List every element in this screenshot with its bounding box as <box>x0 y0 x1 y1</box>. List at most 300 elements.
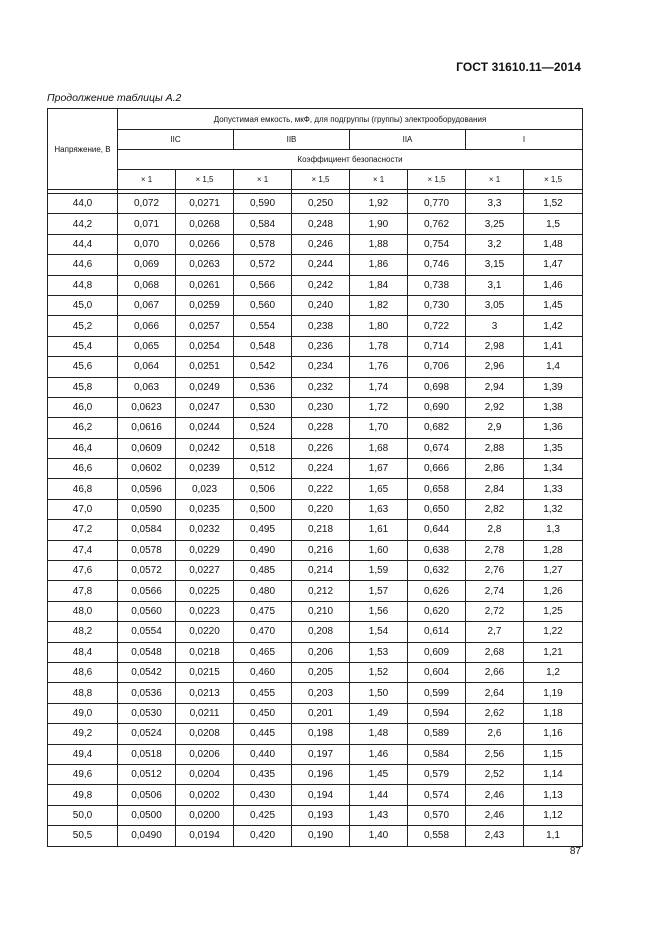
capacity-cell: 0,208 <box>292 622 350 642</box>
table-row <box>48 295 583 315</box>
capacity-cell: 0,714 <box>408 336 466 356</box>
capacity-cell: 0,226 <box>292 438 350 458</box>
capacity-cell: 0,218 <box>292 520 350 540</box>
capacity-cell: 0,0506 <box>118 785 176 805</box>
capacity-cell: 0,650 <box>408 499 466 519</box>
capacity-cell: 1,34 <box>524 459 583 479</box>
capacity-cell: 0,584 <box>234 214 292 234</box>
voltage-cell: 47,2 <box>48 520 118 540</box>
capacity-cell: 0,0530 <box>118 703 176 723</box>
capacity-cell: 0,194 <box>292 785 350 805</box>
table-row <box>48 683 583 703</box>
capacity-cell: 0,066 <box>118 316 176 336</box>
capacity-cell: 2,92 <box>466 397 524 417</box>
capacity-cell: 0,470 <box>234 622 292 642</box>
capacity-cell: 0,518 <box>234 438 292 458</box>
capacity-cell: 1,44 <box>350 785 408 805</box>
voltage-cell: 48,2 <box>48 622 118 642</box>
capacity-cell: 0,0200 <box>176 805 234 825</box>
capacity-cell: 1,46 <box>350 744 408 764</box>
capacity-cell: 0,506 <box>234 479 292 499</box>
capacity-cell: 1,21 <box>524 642 583 662</box>
capacity-cell: 1,90 <box>350 214 408 234</box>
capacity-cell: 0,730 <box>408 295 466 315</box>
capacity-cell: 0,023 <box>176 479 234 499</box>
capacity-cell: 0,228 <box>292 418 350 438</box>
capacity-cell: 0,590 <box>234 194 292 214</box>
capacity-cell: 0,0249 <box>176 377 234 397</box>
capacity-cell: 0,230 <box>292 397 350 417</box>
table-row <box>48 520 583 540</box>
capacity-cell: 0,674 <box>408 438 466 458</box>
capacity-cell: 0,570 <box>408 805 466 825</box>
capacity-cell: 0,682 <box>408 418 466 438</box>
table-row <box>48 499 583 519</box>
capacity-cell: 0,490 <box>234 540 292 560</box>
capacity-cell: 0,770 <box>408 194 466 214</box>
group-header-iib: IIB <box>234 130 350 150</box>
table-row <box>48 234 583 254</box>
capacity-cell: 1,88 <box>350 234 408 254</box>
factor-header: × 1,5 <box>176 170 234 190</box>
table-row <box>48 601 583 621</box>
capacity-cell: 1,80 <box>350 316 408 336</box>
capacity-cell: 0,0584 <box>118 520 176 540</box>
capacity-cell: 0,0572 <box>118 561 176 581</box>
table-row <box>48 561 583 581</box>
capacity-cell: 1,47 <box>524 255 583 275</box>
capacity-cell: 1,57 <box>350 581 408 601</box>
capacity-cell: 0,658 <box>408 479 466 499</box>
capacity-cell: 0,063 <box>118 377 176 397</box>
capacity-cell: 2,66 <box>466 662 524 682</box>
voltage-cell: 47,6 <box>48 561 118 581</box>
table-row <box>48 662 583 682</box>
capacity-cell: 1,27 <box>524 561 583 581</box>
capacity-cell: 1,92 <box>350 194 408 214</box>
capacity-cell: 0,574 <box>408 785 466 805</box>
capacity-cell: 1,78 <box>350 336 408 356</box>
capacity-cell: 0,0229 <box>176 540 234 560</box>
capacity-cell: 1,61 <box>350 520 408 540</box>
capacity-cell: 1,84 <box>350 275 408 295</box>
capacity-cell: 1,40 <box>350 826 408 846</box>
voltage-cell: 46,8 <box>48 479 118 499</box>
group-header-iic: IIC <box>118 130 234 150</box>
capacity-cell: 1,53 <box>350 642 408 662</box>
group-header-i: I <box>466 130 583 150</box>
capacity-cell: 0,250 <box>292 194 350 214</box>
capacity-header: Допустимая емкость, мкФ, для подгруппы (группы) электрооборудования <box>118 109 583 130</box>
capacity-cell: 0,626 <box>408 581 466 601</box>
capacity-cell: 0,706 <box>408 357 466 377</box>
capacity-cell: 1,13 <box>524 785 583 805</box>
table-row <box>48 622 583 642</box>
capacity-cell: 0,0227 <box>176 561 234 581</box>
capacity-cell: 0,0596 <box>118 479 176 499</box>
capacity-cell: 2,94 <box>466 377 524 397</box>
capacity-cell: 0,480 <box>234 581 292 601</box>
document-code: ГОСТ 31610.11—2014 <box>456 60 581 74</box>
capacity-cell: 1,76 <box>350 357 408 377</box>
capacity-cell: 0,0218 <box>176 642 234 662</box>
capacity-cell: 0,064 <box>118 357 176 377</box>
capacity-cell: 2,6 <box>466 724 524 744</box>
voltage-cell: 49,6 <box>48 764 118 784</box>
table-row <box>48 581 583 601</box>
factor-header: × 1,5 <box>408 170 466 190</box>
capacity-cell: 3 <box>466 316 524 336</box>
capacity-cell: 0,071 <box>118 214 176 234</box>
capacity-cell: 0,644 <box>408 520 466 540</box>
capacity-cell: 0,0554 <box>118 622 176 642</box>
capacity-cell: 0,0578 <box>118 540 176 560</box>
capacity-cell: 0,065 <box>118 336 176 356</box>
capacity-cell: 1,2 <box>524 662 583 682</box>
capacity-cell: 1,28 <box>524 540 583 560</box>
capacity-cell: 0,430 <box>234 785 292 805</box>
voltage-cell: 49,4 <box>48 744 118 764</box>
capacity-cell: 0,0211 <box>176 703 234 723</box>
capacity-cell: 1,67 <box>350 459 408 479</box>
capacity-cell: 1,39 <box>524 377 583 397</box>
capacity-cell: 0,0223 <box>176 601 234 621</box>
table-row <box>48 642 583 662</box>
capacity-cell: 0,440 <box>234 744 292 764</box>
table-row <box>48 826 583 846</box>
capacitance-table <box>47 108 583 847</box>
capacity-cell: 0,632 <box>408 561 466 581</box>
capacity-cell: 1,82 <box>350 295 408 315</box>
capacity-cell: 0,0261 <box>176 275 234 295</box>
capacity-cell: 2,9 <box>466 418 524 438</box>
capacity-cell: 2,86 <box>466 459 524 479</box>
capacity-cell: 1,4 <box>524 357 583 377</box>
capacity-cell: 0,0266 <box>176 234 234 254</box>
capacity-cell: 1,32 <box>524 499 583 519</box>
capacity-cell: 1,22 <box>524 622 583 642</box>
capacity-cell: 0,196 <box>292 764 350 784</box>
capacity-cell: 0,067 <box>118 295 176 315</box>
table-row <box>48 214 583 234</box>
capacity-cell: 1,52 <box>350 662 408 682</box>
capacity-cell: 1,33 <box>524 479 583 499</box>
capacity-cell: 1,48 <box>350 724 408 744</box>
capacity-cell: 0,746 <box>408 255 466 275</box>
table-row <box>48 377 583 397</box>
factor-header: × 1,5 <box>524 170 583 190</box>
capacity-cell: 0,445 <box>234 724 292 744</box>
capacity-cell: 0,638 <box>408 540 466 560</box>
capacity-cell: 0,0247 <box>176 397 234 417</box>
capacity-cell: 1,25 <box>524 601 583 621</box>
capacity-cell: 0,0251 <box>176 357 234 377</box>
capacity-cell: 1,48 <box>524 234 583 254</box>
capacity-cell: 0,542 <box>234 357 292 377</box>
voltage-cell: 45,2 <box>48 316 118 336</box>
capacity-cell: 3,05 <box>466 295 524 315</box>
capacity-cell: 1,74 <box>350 377 408 397</box>
capacity-cell: 0,240 <box>292 295 350 315</box>
table-row <box>48 805 583 825</box>
capacity-cell: 0,698 <box>408 377 466 397</box>
capacity-cell: 0,614 <box>408 622 466 642</box>
capacity-cell: 0,0194 <box>176 826 234 846</box>
capacity-cell: 0,0490 <box>118 826 176 846</box>
capacity-cell: 0,068 <box>118 275 176 295</box>
capacity-cell: 0,0623 <box>118 397 176 417</box>
capacity-cell: 0,210 <box>292 601 350 621</box>
capacity-cell: 1,59 <box>350 561 408 581</box>
capacity-cell: 0,572 <box>234 255 292 275</box>
voltage-header: Напряжение, В <box>48 109 118 190</box>
table-row <box>48 459 583 479</box>
factor-header: × 1 <box>466 170 524 190</box>
capacity-cell: 0,216 <box>292 540 350 560</box>
capacity-cell: 0,206 <box>292 642 350 662</box>
capacity-cell: 0,244 <box>292 255 350 275</box>
voltage-cell: 45,6 <box>48 357 118 377</box>
capacity-cell: 0,072 <box>118 194 176 214</box>
table-row <box>48 744 583 764</box>
capacity-cell: 0,0616 <box>118 418 176 438</box>
capacity-cell: 2,43 <box>466 826 524 846</box>
capacity-cell: 0,455 <box>234 683 292 703</box>
table-row <box>48 540 583 560</box>
factor-header: × 1 <box>234 170 292 190</box>
voltage-cell: 48,4 <box>48 642 118 662</box>
capacity-cell: 0,070 <box>118 234 176 254</box>
capacity-cell: 3,3 <box>466 194 524 214</box>
capacity-cell: 1,36 <box>524 418 583 438</box>
capacity-cell: 0,214 <box>292 561 350 581</box>
capacity-cell: 1,68 <box>350 438 408 458</box>
capacity-cell: 2,64 <box>466 683 524 703</box>
capacity-cell: 0,0208 <box>176 724 234 744</box>
voltage-cell: 46,6 <box>48 459 118 479</box>
capacity-cell: 0,232 <box>292 377 350 397</box>
capacity-cell: 0,246 <box>292 234 350 254</box>
capacity-cell: 2,84 <box>466 479 524 499</box>
capacity-cell: 2,7 <box>466 622 524 642</box>
capacity-cell: 0,620 <box>408 601 466 621</box>
capacity-cell: 0,0232 <box>176 520 234 540</box>
capacity-cell: 2,96 <box>466 357 524 377</box>
capacity-cell: 0,554 <box>234 316 292 336</box>
capacity-cell: 0,485 <box>234 561 292 581</box>
capacity-cell: 0,0500 <box>118 805 176 825</box>
capacity-cell: 0,0244 <box>176 418 234 438</box>
capacity-cell: 0,420 <box>234 826 292 846</box>
capacity-cell: 0,0548 <box>118 642 176 662</box>
capacity-cell: 0,0263 <box>176 255 234 275</box>
capacity-cell: 0,0225 <box>176 581 234 601</box>
capacity-cell: 0,0524 <box>118 724 176 744</box>
table-row <box>48 418 583 438</box>
capacity-cell: 0,197 <box>292 744 350 764</box>
table-row <box>48 479 583 499</box>
capacity-cell: 2,74 <box>466 581 524 601</box>
voltage-cell: 50,5 <box>48 826 118 846</box>
capacity-cell: 0,220 <box>292 499 350 519</box>
capacity-cell: 0,238 <box>292 316 350 336</box>
capacity-cell: 0,566 <box>234 275 292 295</box>
capacity-cell: 0,0242 <box>176 438 234 458</box>
capacity-cell: 0,738 <box>408 275 466 295</box>
capacity-cell: 0,560 <box>234 295 292 315</box>
capacity-cell: 0,666 <box>408 459 466 479</box>
capacity-cell: 0,234 <box>292 357 350 377</box>
capacity-cell: 0,530 <box>234 397 292 417</box>
capacity-cell: 1,26 <box>524 581 583 601</box>
voltage-cell: 49,0 <box>48 703 118 723</box>
capacity-cell: 0,604 <box>408 662 466 682</box>
capacity-cell: 3,25 <box>466 214 524 234</box>
capacity-cell: 2,8 <box>466 520 524 540</box>
capacity-cell: 1,45 <box>350 764 408 784</box>
capacity-cell: 2,76 <box>466 561 524 581</box>
table-caption: Продолжение таблицы А.2 <box>47 92 182 104</box>
table-row <box>48 275 583 295</box>
page-number: 87 <box>569 846 581 857</box>
table-row <box>48 357 583 377</box>
capacity-cell: 0,579 <box>408 764 466 784</box>
table-row <box>48 703 583 723</box>
capacity-cell: 0,193 <box>292 805 350 825</box>
capacity-cell: 1,19 <box>524 683 583 703</box>
capacity-cell: 0,450 <box>234 703 292 723</box>
voltage-cell: 49,2 <box>48 724 118 744</box>
capacity-cell: 0,548 <box>234 336 292 356</box>
capacity-cell: 0,0602 <box>118 459 176 479</box>
capacity-cell: 0,0254 <box>176 336 234 356</box>
voltage-cell: 44,2 <box>48 214 118 234</box>
table-row <box>48 785 583 805</box>
capacity-cell: 1,65 <box>350 479 408 499</box>
capacity-cell: 2,46 <box>466 805 524 825</box>
capacity-cell: 0,0235 <box>176 499 234 519</box>
capacity-cell: 0,0215 <box>176 662 234 682</box>
capacity-cell: 1,42 <box>524 316 583 336</box>
table-row <box>48 397 583 417</box>
safety-factor-header: Коэффициент безопасности <box>118 150 583 170</box>
table-body <box>48 190 583 847</box>
capacity-cell: 0,500 <box>234 499 292 519</box>
capacity-cell: 0,425 <box>234 805 292 825</box>
capacity-cell: 0,435 <box>234 764 292 784</box>
capacity-cell: 1,43 <box>350 805 408 825</box>
group-header-iia: IIA <box>350 130 466 150</box>
capacity-cell: 1,18 <box>524 703 583 723</box>
capacity-cell: 0,0213 <box>176 683 234 703</box>
capacity-cell: 1,35 <box>524 438 583 458</box>
capacity-cell: 0,0204 <box>176 764 234 784</box>
capacity-cell: 1,16 <box>524 724 583 744</box>
capacity-cell: 2,98 <box>466 336 524 356</box>
factor-header: × 1 <box>118 170 176 190</box>
capacity-cell: 2,82 <box>466 499 524 519</box>
capacity-cell: 0,584 <box>408 744 466 764</box>
capacity-cell: 1,38 <box>524 397 583 417</box>
capacity-cell: 0,0518 <box>118 744 176 764</box>
capacity-cell: 0,594 <box>408 703 466 723</box>
capacity-cell: 1,41 <box>524 336 583 356</box>
capacity-cell: 0,0542 <box>118 662 176 682</box>
table-row <box>48 764 583 784</box>
capacity-cell: 1,63 <box>350 499 408 519</box>
capacity-cell: 2,68 <box>466 642 524 662</box>
capacity-cell: 2,56 <box>466 744 524 764</box>
capacity-cell: 1,1 <box>524 826 583 846</box>
capacity-cell: 1,45 <box>524 295 583 315</box>
capacity-cell: 1,3 <box>524 520 583 540</box>
capacity-cell: 0,236 <box>292 336 350 356</box>
capacity-cell: 0,0206 <box>176 744 234 764</box>
capacity-cell: 0,722 <box>408 316 466 336</box>
capacity-cell: 0,0536 <box>118 683 176 703</box>
voltage-cell: 45,4 <box>48 336 118 356</box>
capacity-cell: 1,12 <box>524 805 583 825</box>
capacity-cell: 0,599 <box>408 683 466 703</box>
capacity-cell: 1,46 <box>524 275 583 295</box>
capacity-cell: 1,5 <box>524 214 583 234</box>
voltage-cell: 48,6 <box>48 662 118 682</box>
capacity-cell: 0,198 <box>292 724 350 744</box>
voltage-cell: 45,8 <box>48 377 118 397</box>
capacity-cell: 0,609 <box>408 642 466 662</box>
capacity-cell: 0,201 <box>292 703 350 723</box>
capacity-cell: 2,78 <box>466 540 524 560</box>
voltage-cell: 48,0 <box>48 601 118 621</box>
capacity-cell: 1,70 <box>350 418 408 438</box>
capacity-cell: 0,0259 <box>176 295 234 315</box>
capacity-cell: 0,190 <box>292 826 350 846</box>
capacity-cell: 1,15 <box>524 744 583 764</box>
voltage-cell: 44,8 <box>48 275 118 295</box>
capacity-cell: 1,49 <box>350 703 408 723</box>
voltage-cell: 46,2 <box>48 418 118 438</box>
capacity-cell: 0,0512 <box>118 764 176 784</box>
table-row <box>48 438 583 458</box>
capacity-cell: 2,88 <box>466 438 524 458</box>
capacity-cell: 0,762 <box>408 214 466 234</box>
table-row <box>48 724 583 744</box>
capacity-cell: 1,86 <box>350 255 408 275</box>
capacity-cell: 0,0257 <box>176 316 234 336</box>
capacity-cell: 1,52 <box>524 194 583 214</box>
table-row <box>48 194 583 214</box>
capacity-cell: 3,15 <box>466 255 524 275</box>
capacity-cell: 0,460 <box>234 662 292 682</box>
voltage-cell: 45,0 <box>48 295 118 315</box>
capacity-cell: 0,0220 <box>176 622 234 642</box>
capacity-cell: 0,0560 <box>118 601 176 621</box>
capacity-cell: 0,242 <box>292 275 350 295</box>
capacity-cell: 0,578 <box>234 234 292 254</box>
capacity-cell: 2,46 <box>466 785 524 805</box>
capacity-cell: 0,589 <box>408 724 466 744</box>
voltage-cell: 47,4 <box>48 540 118 560</box>
capacity-cell: 0,558 <box>408 826 466 846</box>
capacity-cell: 0,0202 <box>176 785 234 805</box>
factor-header: × 1 <box>350 170 408 190</box>
capacity-cell: 0,0239 <box>176 459 234 479</box>
capacity-cell: 1,60 <box>350 540 408 560</box>
capacity-cell: 0,475 <box>234 601 292 621</box>
table-row <box>48 316 583 336</box>
voltage-cell: 44,4 <box>48 234 118 254</box>
capacity-cell: 1,56 <box>350 601 408 621</box>
